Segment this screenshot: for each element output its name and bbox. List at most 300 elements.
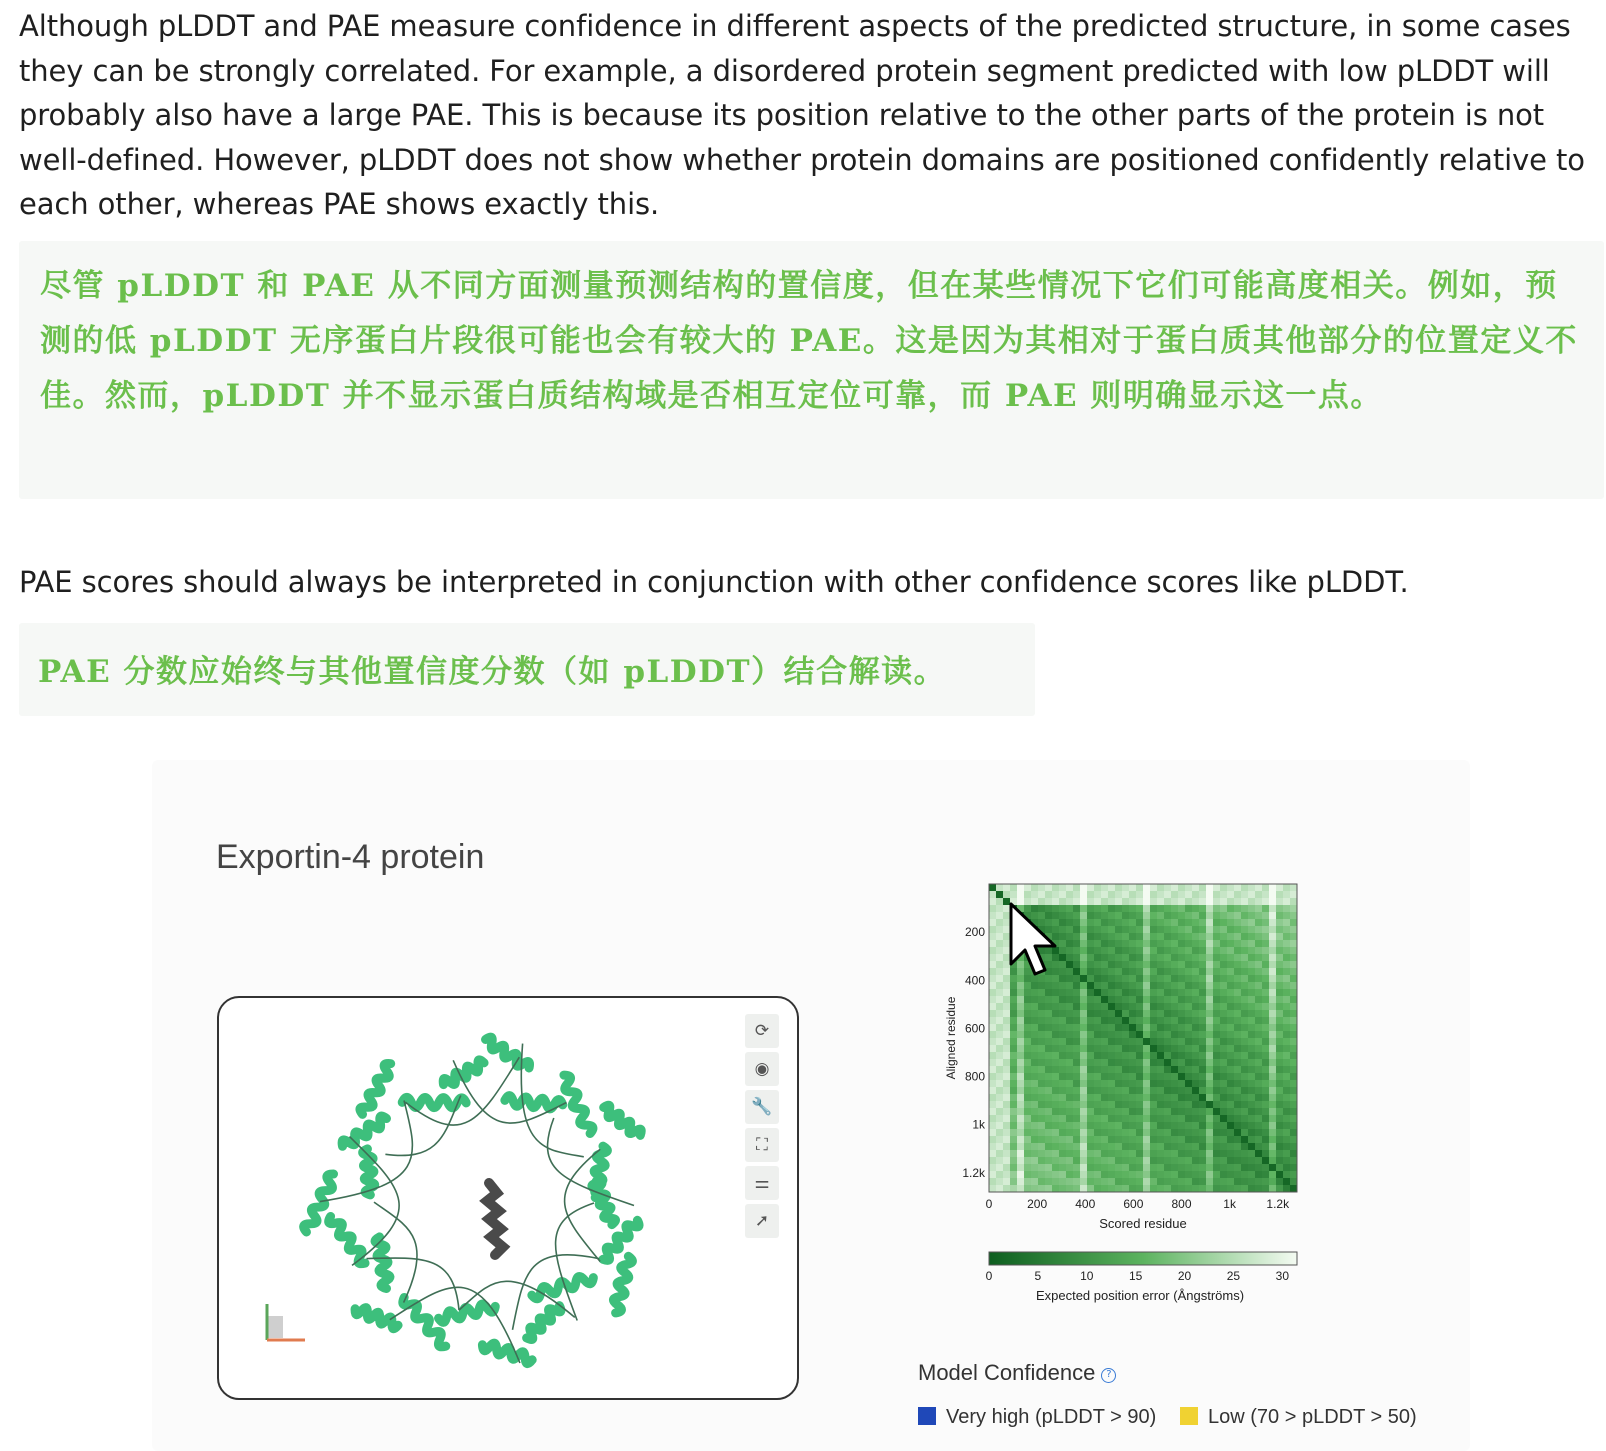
heatmap-cell <box>1234 933 1241 940</box>
heatmap-cell <box>1178 996 1185 1003</box>
colorbar-tick-label: 30 <box>1275 1269 1290 1283</box>
heatmap-cell <box>1017 996 1024 1003</box>
heatmap-cell <box>996 1052 1003 1059</box>
heatmap-cell <box>1080 1038 1087 1045</box>
heatmap-cell <box>996 1136 1003 1143</box>
heatmap-cell <box>1031 1150 1038 1157</box>
heatmap-cell <box>1143 975 1150 982</box>
heatmap-cell <box>1003 1150 1010 1157</box>
heatmap-cell <box>1220 968 1227 975</box>
heatmap-cell <box>1164 1150 1171 1157</box>
heatmap-cell <box>1269 898 1276 905</box>
heatmap-cell <box>1101 926 1108 933</box>
heatmap-cell <box>1150 1122 1157 1129</box>
heatmap-cell <box>1220 1080 1227 1087</box>
heatmap-cell <box>989 1171 996 1178</box>
heatmap-cell <box>1052 1157 1059 1164</box>
wrench-icon[interactable]: 🔧 <box>745 1090 779 1124</box>
heatmap-cell <box>1255 1031 1262 1038</box>
heatmap-cell <box>989 919 996 926</box>
heatmap-cell <box>1150 1017 1157 1024</box>
heatmap-cell <box>1178 1178 1185 1185</box>
heatmap-cell <box>1276 1150 1283 1157</box>
heatmap-cell <box>1136 1115 1143 1122</box>
confidence-legend-item <box>918 1406 1156 1429</box>
heatmap-cell <box>996 1031 1003 1038</box>
heatmap-cell <box>1045 1024 1052 1031</box>
heatmap-cell <box>1283 1143 1290 1150</box>
heatmap-cell <box>1073 1073 1080 1080</box>
heatmap-cell <box>1122 1003 1129 1010</box>
heatmap-cell <box>1003 1178 1010 1185</box>
heatmap-cell <box>989 1094 996 1101</box>
heatmap-cell <box>1262 926 1269 933</box>
heatmap-cell <box>1178 954 1185 961</box>
heatmap-cell <box>1010 1010 1017 1017</box>
heatmap-cell <box>1115 1171 1122 1178</box>
heatmap-cell <box>1101 1066 1108 1073</box>
heatmap-cell <box>1206 996 1213 1003</box>
heatmap-cell <box>989 1059 996 1066</box>
heatmap-cell <box>1213 961 1220 968</box>
heatmap-cell <box>1045 1115 1052 1122</box>
heatmap-cell <box>1164 1122 1171 1129</box>
heatmap-cell <box>1101 1073 1108 1080</box>
heatmap-cell <box>1017 1038 1024 1045</box>
heatmap-cell <box>1024 1164 1031 1171</box>
heatmap-cell <box>1164 1010 1171 1017</box>
heatmap-cell <box>1045 1157 1052 1164</box>
heatmap-cell <box>1276 968 1283 975</box>
heatmap-cell <box>1283 961 1290 968</box>
heatmap-cell <box>1276 1031 1283 1038</box>
heatmap-cell <box>1101 1136 1108 1143</box>
heatmap-cell <box>1171 982 1178 989</box>
heatmap-cell <box>1178 1129 1185 1136</box>
heatmap-cell <box>1213 1157 1220 1164</box>
heatmap-cell <box>1199 898 1206 905</box>
rotate-icon[interactable]: ⟳ <box>745 1014 779 1048</box>
heatmap-cell <box>1108 989 1115 996</box>
heatmap-cell <box>1150 1094 1157 1101</box>
heatmap-cell <box>1087 968 1094 975</box>
heatmap-cell <box>1115 982 1122 989</box>
heatmap-cell <box>1269 954 1276 961</box>
heatmap-cell <box>1136 1178 1143 1185</box>
heatmap-cell <box>1122 1108 1129 1115</box>
heatmap-cell <box>1101 1080 1108 1087</box>
heatmap-cell <box>1136 982 1143 989</box>
heatmap-cell <box>1094 1129 1101 1136</box>
heatmap-cell <box>1157 898 1164 905</box>
heatmap-cell <box>1059 968 1066 975</box>
heatmap-cell <box>1269 1038 1276 1045</box>
heatmap-cell <box>1038 1101 1045 1108</box>
heatmap-cell <box>1213 1185 1220 1192</box>
heatmap-cell <box>1255 1059 1262 1066</box>
heatmap-cell <box>1241 989 1248 996</box>
heatmap-cell <box>1206 1157 1213 1164</box>
heatmap-cell <box>1073 1017 1080 1024</box>
heatmap-cell <box>1185 1143 1192 1150</box>
heatmap-cell <box>1003 1017 1010 1024</box>
heatmap-cell <box>1206 933 1213 940</box>
heatmap-cell <box>1136 989 1143 996</box>
heatmap-cell <box>1185 1031 1192 1038</box>
pointer-icon[interactable]: ➚ <box>745 1204 779 1238</box>
heatmap-cell <box>1073 1150 1080 1157</box>
heatmap-cell <box>1129 1031 1136 1038</box>
heatmap-cell <box>1101 1052 1108 1059</box>
heatmap-cell <box>1115 884 1122 891</box>
heatmap-cell <box>1059 989 1066 996</box>
y-tick-label: 800 <box>964 1069 985 1084</box>
heatmap-cell <box>1290 884 1297 891</box>
heatmap-cell <box>1192 968 1199 975</box>
heatmap-cell <box>1220 1017 1227 1024</box>
heatmap-cell <box>1101 975 1108 982</box>
translation-block <box>19 241 1604 499</box>
heatmap-cell <box>1206 1171 1213 1178</box>
heatmap-cell <box>1213 1115 1220 1122</box>
heatmap-cell <box>1080 1185 1087 1192</box>
heatmap-cell <box>1087 1066 1094 1073</box>
heatmap-cell <box>1115 905 1122 912</box>
heatmap-cell <box>1199 1108 1206 1115</box>
heatmap-cell <box>1038 1010 1045 1017</box>
heatmap-cell <box>1290 1115 1297 1122</box>
heatmap-cell <box>1199 1150 1206 1157</box>
heatmap-cell <box>1269 1178 1276 1185</box>
heatmap-cell <box>1136 1080 1143 1087</box>
heatmap-cell <box>1087 1073 1094 1080</box>
heatmap-cell <box>1157 919 1164 926</box>
heatmap-cell <box>1213 1059 1220 1066</box>
heatmap-cell <box>1164 1003 1171 1010</box>
heatmap-cell <box>1269 947 1276 954</box>
model-confidence-title <box>918 1360 1458 1386</box>
heatmap-cell <box>1164 1171 1171 1178</box>
heatmap-cell <box>1178 1143 1185 1150</box>
heatmap-cell <box>1227 996 1234 1003</box>
heatmap-cell <box>1052 1136 1059 1143</box>
heatmap-cell <box>1241 926 1248 933</box>
heatmap-cell <box>1269 1094 1276 1101</box>
heatmap-cell <box>1080 947 1087 954</box>
heatmap-cell <box>1031 1185 1038 1192</box>
heatmap-cell <box>1199 968 1206 975</box>
heatmap-cell <box>1080 1150 1087 1157</box>
heatmap-cell <box>1241 1031 1248 1038</box>
heatmap-cell <box>996 1066 1003 1073</box>
heatmap-cell <box>1010 1157 1017 1164</box>
heatmap-cell <box>1199 905 1206 912</box>
heatmap-cell <box>1283 1094 1290 1101</box>
heatmap-cell <box>1171 1108 1178 1115</box>
heatmap-cell <box>996 989 1003 996</box>
heatmap-cell <box>1010 1073 1017 1080</box>
y-tick-label: 600 <box>964 1021 985 1036</box>
heatmap-cell <box>1094 898 1101 905</box>
heatmap-cell <box>1234 1185 1241 1192</box>
heatmap-cell <box>1052 1073 1059 1080</box>
heatmap-cell <box>1192 1038 1199 1045</box>
heatmap-cell <box>1227 884 1234 891</box>
heatmap-cell <box>1185 1066 1192 1073</box>
sliders-icon[interactable]: ⚌ <box>745 1166 779 1200</box>
heatmap-cell <box>1073 968 1080 975</box>
heatmap-cell <box>1220 1185 1227 1192</box>
heatmap-cell <box>1234 1129 1241 1136</box>
heatmap-cell <box>1192 1108 1199 1115</box>
heatmap-cell <box>1136 1024 1143 1031</box>
heatmap-cell <box>1115 1101 1122 1108</box>
heatmap-cell <box>1108 926 1115 933</box>
heatmap-cell <box>1220 1171 1227 1178</box>
heatmap-cell <box>1269 1031 1276 1038</box>
heatmap-cell <box>1283 1129 1290 1136</box>
heatmap-cell <box>1101 1045 1108 1052</box>
heatmap-cell <box>1290 1003 1297 1010</box>
heatmap-cell <box>1115 919 1122 926</box>
heatmap-cell <box>1115 1031 1122 1038</box>
heatmap-cell <box>1010 1115 1017 1122</box>
heatmap-cell <box>1129 1129 1136 1136</box>
heatmap-cell <box>1101 1087 1108 1094</box>
heatmap-cell <box>996 1017 1003 1024</box>
heatmap-cell <box>1136 1122 1143 1129</box>
heatmap-cell <box>1290 1094 1297 1101</box>
heatmap-cell <box>1283 1171 1290 1178</box>
expand-icon[interactable]: ⛶ <box>745 1128 779 1162</box>
heatmap-cell <box>1010 1108 1017 1115</box>
heatmap-cell <box>1150 1038 1157 1045</box>
heatmap-cell <box>1178 1185 1185 1192</box>
heatmap-cell <box>1017 1059 1024 1066</box>
heatmap-cell <box>1073 1045 1080 1052</box>
heatmap-cell <box>1052 1038 1059 1045</box>
heatmap-cell <box>1094 1178 1101 1185</box>
heatmap-cell <box>1185 1129 1192 1136</box>
heatmap-cell <box>1010 1038 1017 1045</box>
heatmap-cell <box>1276 919 1283 926</box>
heatmap-cell <box>1143 912 1150 919</box>
heatmap-cell <box>1199 1066 1206 1073</box>
heatmap-cell <box>1059 947 1066 954</box>
heatmap-cell <box>1241 1129 1248 1136</box>
heatmap-cell <box>1031 1171 1038 1178</box>
structure-viewer[interactable] <box>217 996 799 1400</box>
heatmap-cell <box>1276 898 1283 905</box>
heatmap-cell <box>1185 1150 1192 1157</box>
heatmap-cell <box>1276 1066 1283 1073</box>
heatmap-cell <box>1073 1066 1080 1073</box>
heatmap-cell <box>1150 1115 1157 1122</box>
heatmap-cell <box>1038 1052 1045 1059</box>
heatmap-cell <box>1164 1164 1171 1171</box>
heatmap-cell <box>1255 1017 1262 1024</box>
heatmap-cell <box>1108 1031 1115 1038</box>
heatmap-cell <box>1150 947 1157 954</box>
heatmap-cell <box>1262 1059 1269 1066</box>
heatmap-cell <box>1045 1045 1052 1052</box>
heatmap-cell <box>1171 1059 1178 1066</box>
heatmap-cell <box>1157 933 1164 940</box>
heatmap-cell <box>1080 1157 1087 1164</box>
heatmap-cell <box>1038 1080 1045 1087</box>
heatmap-cell <box>1108 1038 1115 1045</box>
heatmap-cell <box>1080 1164 1087 1171</box>
heatmap-cell <box>1010 1122 1017 1129</box>
heatmap-cell <box>1248 1087 1255 1094</box>
heatmap-cell <box>1192 1010 1199 1017</box>
heatmap-cell <box>1150 961 1157 968</box>
heatmap-cell <box>1143 898 1150 905</box>
heatmap-cell <box>1234 1003 1241 1010</box>
x-tick-label: 0 <box>985 1197 993 1211</box>
heatmap-cell <box>1115 898 1122 905</box>
heatmap-cell <box>1129 996 1136 1003</box>
heatmap-cell <box>1192 1031 1199 1038</box>
heatmap-cell <box>1192 1157 1199 1164</box>
heatmap-cell <box>1087 898 1094 905</box>
heatmap-cell <box>1269 884 1276 891</box>
heatmap-cell <box>996 1122 1003 1129</box>
heatmap-cell <box>1171 1115 1178 1122</box>
heatmap-cell <box>1129 1171 1136 1178</box>
heatmap-cell <box>1052 1031 1059 1038</box>
heatmap-cell <box>1248 1164 1255 1171</box>
heatmap-cell <box>996 1157 1003 1164</box>
heatmap-cell <box>989 926 996 933</box>
heatmap-cell <box>1276 1045 1283 1052</box>
heatmap-cell <box>1087 1185 1094 1192</box>
heatmap-cell <box>1108 961 1115 968</box>
heatmap-cell <box>1164 975 1171 982</box>
heatmap-cell <box>1185 1185 1192 1192</box>
heatmap-cell <box>1290 1073 1297 1080</box>
heatmap-cell <box>1241 1094 1248 1101</box>
heatmap-cell <box>1185 1010 1192 1017</box>
camera-icon[interactable]: ◉ <box>745 1052 779 1086</box>
heatmap-cell <box>1059 954 1066 961</box>
heatmap-cell <box>1073 1143 1080 1150</box>
heatmap-cell <box>1115 1059 1122 1066</box>
heatmap-cell <box>1157 1031 1164 1038</box>
heatmap-cell <box>1108 898 1115 905</box>
heatmap-cell <box>1234 926 1241 933</box>
heatmap-cell <box>1213 1094 1220 1101</box>
heatmap-cell <box>1192 1122 1199 1129</box>
heatmap-cell <box>1129 926 1136 933</box>
heatmap-cell <box>1122 968 1129 975</box>
heatmap-cell <box>1129 1143 1136 1150</box>
heatmap-cell <box>1241 905 1248 912</box>
heatmap-cell <box>1129 961 1136 968</box>
heatmap-cell <box>1290 1080 1297 1087</box>
heatmap-cell <box>996 961 1003 968</box>
heatmap-cell <box>1213 1164 1220 1171</box>
heatmap-cell <box>1255 1087 1262 1094</box>
heatmap-cell <box>1185 1038 1192 1045</box>
heatmap-cell <box>1136 1087 1143 1094</box>
heatmap-cell <box>1059 898 1066 905</box>
heatmap-cell <box>1185 1024 1192 1031</box>
heatmap-cell <box>1262 968 1269 975</box>
heatmap-cell <box>1276 1157 1283 1164</box>
heatmap-cell <box>1087 1101 1094 1108</box>
heatmap-cell <box>1171 1080 1178 1087</box>
heatmap-cell <box>1227 1094 1234 1101</box>
heatmap-cell <box>989 898 996 905</box>
heatmap-cell <box>1150 926 1157 933</box>
heatmap-cell <box>1045 1143 1052 1150</box>
heatmap-cell <box>1080 884 1087 891</box>
heatmap-cell <box>1108 919 1115 926</box>
heatmap-cell <box>1038 1129 1045 1136</box>
heatmap-cell <box>1164 961 1171 968</box>
model-confidence <box>918 1360 1458 1428</box>
heatmap-cell <box>1157 884 1164 891</box>
heatmap-cell <box>1017 1115 1024 1122</box>
heatmap-cell <box>1038 1178 1045 1185</box>
heatmap-cell <box>1101 1171 1108 1178</box>
heatmap-cell <box>1206 1045 1213 1052</box>
heatmap-cell <box>1115 1178 1122 1185</box>
heatmap-cell <box>1227 1178 1234 1185</box>
heatmap-cell <box>1143 1185 1150 1192</box>
heatmap-cell <box>1129 968 1136 975</box>
legend-swatch <box>918 1407 936 1425</box>
heatmap-cell <box>1101 982 1108 989</box>
heatmap-cell <box>1094 1080 1101 1087</box>
heatmap-cell <box>1234 919 1241 926</box>
heatmap-cell <box>1199 961 1206 968</box>
heatmap-cell <box>1262 1094 1269 1101</box>
heatmap-cell <box>1045 1031 1052 1038</box>
heatmap-cell <box>1262 1178 1269 1185</box>
heatmap-cell <box>1171 1178 1178 1185</box>
heatmap-cell <box>1003 1157 1010 1164</box>
heatmap-cell <box>1248 954 1255 961</box>
heatmap-cell <box>1143 905 1150 912</box>
heatmap-cell <box>1206 1115 1213 1122</box>
heatmap-cell <box>1283 1003 1290 1010</box>
heatmap-cell <box>1031 1143 1038 1150</box>
viewer-toolbar <box>745 1014 781 1242</box>
heatmap-cell <box>1220 1094 1227 1101</box>
heatmap-cell <box>1206 919 1213 926</box>
heatmap-cell <box>1185 1045 1192 1052</box>
heatmap-cell <box>989 1087 996 1094</box>
heatmap-cell <box>1171 1031 1178 1038</box>
heatmap-cell <box>1143 1136 1150 1143</box>
heatmap-cell <box>1115 1024 1122 1031</box>
heatmap-cell <box>996 1038 1003 1045</box>
heatmap-cell <box>1290 1087 1297 1094</box>
heatmap-cell <box>1108 1080 1115 1087</box>
heatmap-cell <box>1290 1108 1297 1115</box>
heatmap-cell <box>1248 926 1255 933</box>
heatmap-cell <box>1206 954 1213 961</box>
heatmap-cell <box>1080 926 1087 933</box>
heatmap-cell <box>1143 1150 1150 1157</box>
heatmap-cell <box>1045 1017 1052 1024</box>
heatmap-cell <box>1157 1157 1164 1164</box>
heatmap-cell <box>1241 975 1248 982</box>
heatmap-cell <box>1178 940 1185 947</box>
info-icon[interactable]: ? <box>1101 1368 1116 1383</box>
